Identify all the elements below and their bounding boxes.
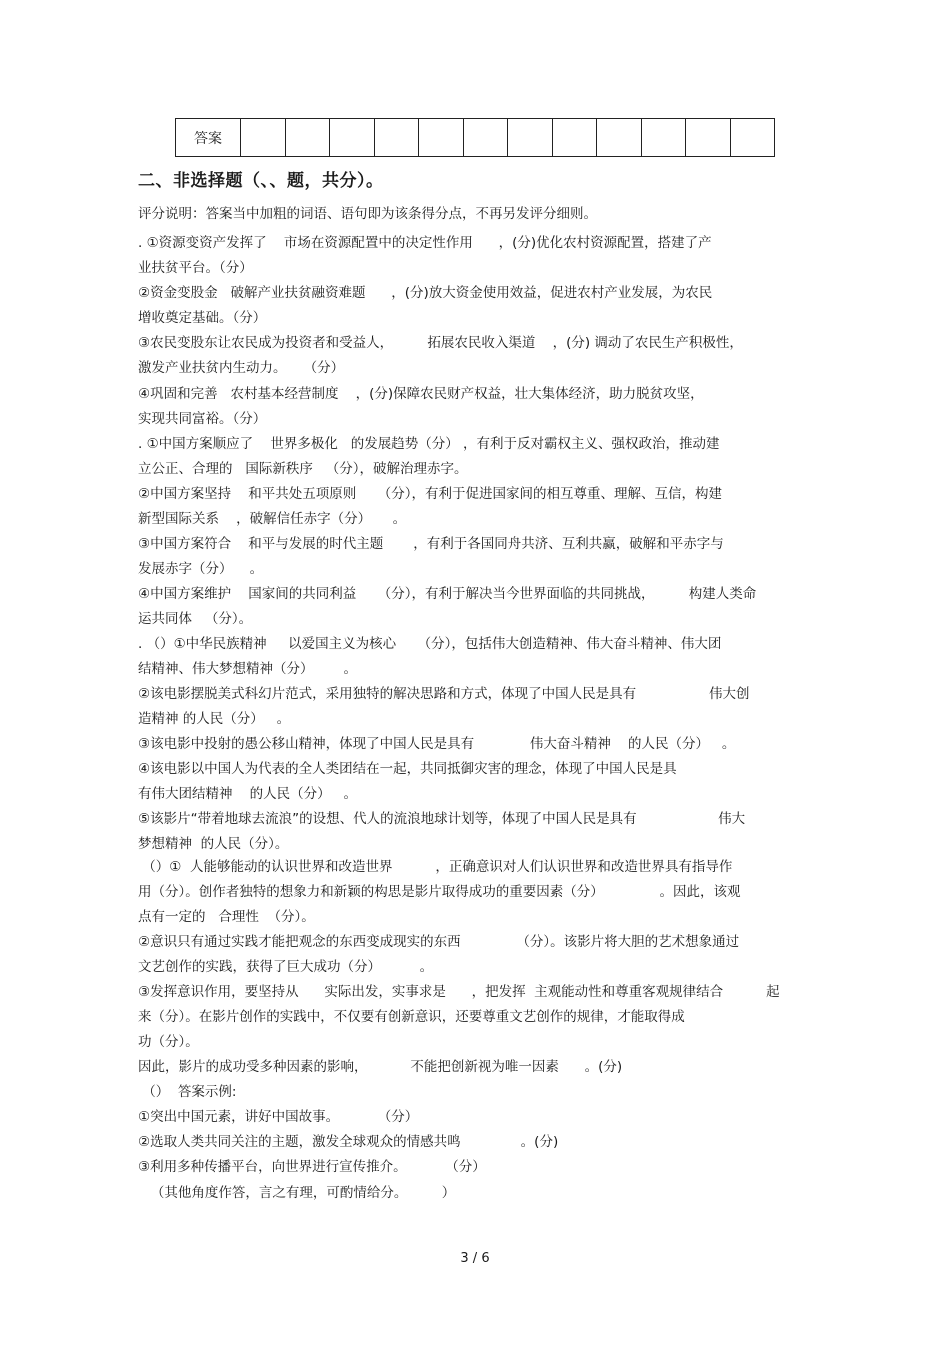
text-line: 评分说明：答案当中加粗的词语、语句即为该条得分点，不再另发评分细则。 (138, 206, 597, 222)
text-line: ③利用多种传播平台，向世界进行宣传推介。 （分） (138, 1159, 486, 1175)
text-line: 功（分）。 (138, 1034, 199, 1050)
text-line: . （）①中华民族精神 以爱国主义为核心 （分），包括伟大创造精神、伟大奋斗精神、伟大团 (138, 636, 722, 652)
text-line: ②该电影摆脱美式科幻片范式，采用独特的解决思路和方式，体现了中国人民是具有 伟大创 (138, 686, 750, 702)
text-line: 实现共同富裕。（分） (138, 411, 267, 427)
text-line: ②选取人类共同关注的主题，激发全球观众的情感共鸣 。(分) (138, 1134, 559, 1150)
text-line: . ①资源变资产发挥了 市场在资源配置中的决定性作用 ，(分)优化农村资源配置，搭建了产 (138, 235, 712, 251)
text-line: 立公正、合理的 国际新秩序 （分），破解治理赤字。 (138, 461, 468, 477)
text-line: 因此，影片的成功受多种因素的影响， 不能把创新视为唯一因素 。(分) (138, 1059, 623, 1075)
text-line: ③中国方案符合 和平与发展的时代主题 ，有利于各国同舟共济、互利共赢，破解和平赤字与 (138, 536, 724, 552)
answer-label: 答案 (176, 119, 241, 157)
text-line: ⑤该影片“带着地球去流浪”的设想、代人的流浪地球计划等，体现了中国人民是具有 伟大 (138, 811, 746, 827)
text-line: 用（分）。创作者独特的想象力和新颖的构思是影片取得成功的重要因素（分） 。因此，该观 (138, 884, 741, 900)
text-line: 有伟大团结精神 的人民（分） 。 (138, 786, 358, 802)
text-line: 来（分）。在影片创作的实践中，不仅要有创新意识，还要尊重文艺创作的规律，才能取得成 (138, 1009, 685, 1025)
text-line: 新型国际关系 ，破解信任赤字（分） 。 (138, 511, 407, 527)
text-line: ②意识只有通过实践才能把观念的东西变成现实的东西 （分）。该影片将大胆的艺术想象通过 (138, 934, 740, 950)
text-line: ③农民变股东让农民成为投资者和受益人， 拓展农民收入渠道 ，(分) 调动了农民生产积极性， (138, 335, 743, 351)
text-line: ③该电影中投射的愚公移山精神，体现了中国人民是具有 伟大奋斗精神 的人民（分） 。 (138, 736, 736, 752)
page-number: 3 / 6 (460, 1251, 490, 1266)
text-line: ②中国方案坚持 和平共处五项原则 （分），有利于促进国家间的相互尊重、理解、互信，构建 (138, 486, 722, 502)
text-line: （其他角度作答，言之有理，可酌情给分。 ） (138, 1185, 456, 1201)
text-line: ④该电影以中国人为代表的全人类团结在一起，共同抵御灾害的理念，体现了中国人民是具 (138, 761, 677, 777)
section-title: 二、非选择题（、、题，共分）。 (138, 171, 384, 191)
text-line: ①突出中国元素，讲好中国故事。 （分） (138, 1109, 419, 1125)
text-line: ②资金变股金 破解产业扶贫融资难题 ，(分)放大资金使用效益，促进农村产业发展，为农民 (138, 285, 713, 301)
text-line: （） 答案示例: (138, 1084, 237, 1100)
text-line: 结精神、伟大梦想精神（分） 。 (138, 661, 358, 677)
text-line: ④中国方案维护 国家间的共同利益 （分），有利于解决当今世界面临的共同挑战， 构建人类命 (138, 586, 757, 602)
text-line: ③发挥意识作用，要坚持从 实际出发，实事求是 ，把发挥 主观能动性和尊重客观规律结合 起 (138, 984, 780, 1000)
text-line: 业扶贫平台。（分） (138, 260, 253, 276)
text-line: 造精神 的人民（分） 。 (138, 711, 291, 727)
text-line: 运共同体 （分）。 (138, 611, 253, 627)
text-line: 梦想精神 的人民（分）。 (138, 836, 289, 852)
text-line: 文艺创作的实践，获得了巨大成功（分） 。 (138, 959, 434, 975)
text-line: ④巩固和完善 农村基本经营制度 ，(分)保障农民财产权益，壮大集体经济，助力脱贫攻坚， (138, 386, 704, 402)
text-line: （）① 人能够能动的认识世界和改造世界 ，正确意识对人们认识世界和改造世界具有指导作 (138, 859, 733, 875)
text-line: 发展赤字（分） 。 (138, 561, 264, 577)
text-line: 点有一定的 合理性 （分）。 (138, 909, 315, 925)
text-line: 增收奠定基础。（分） (138, 310, 267, 326)
text-line: . ①中国方案顺应了 世界多极化 的发展趋势（分） ，有利于反对霸权主义、强权政治，推动建 (138, 436, 720, 452)
text-line: 激发产业扶贫内生动力。 （分） (138, 360, 345, 376)
